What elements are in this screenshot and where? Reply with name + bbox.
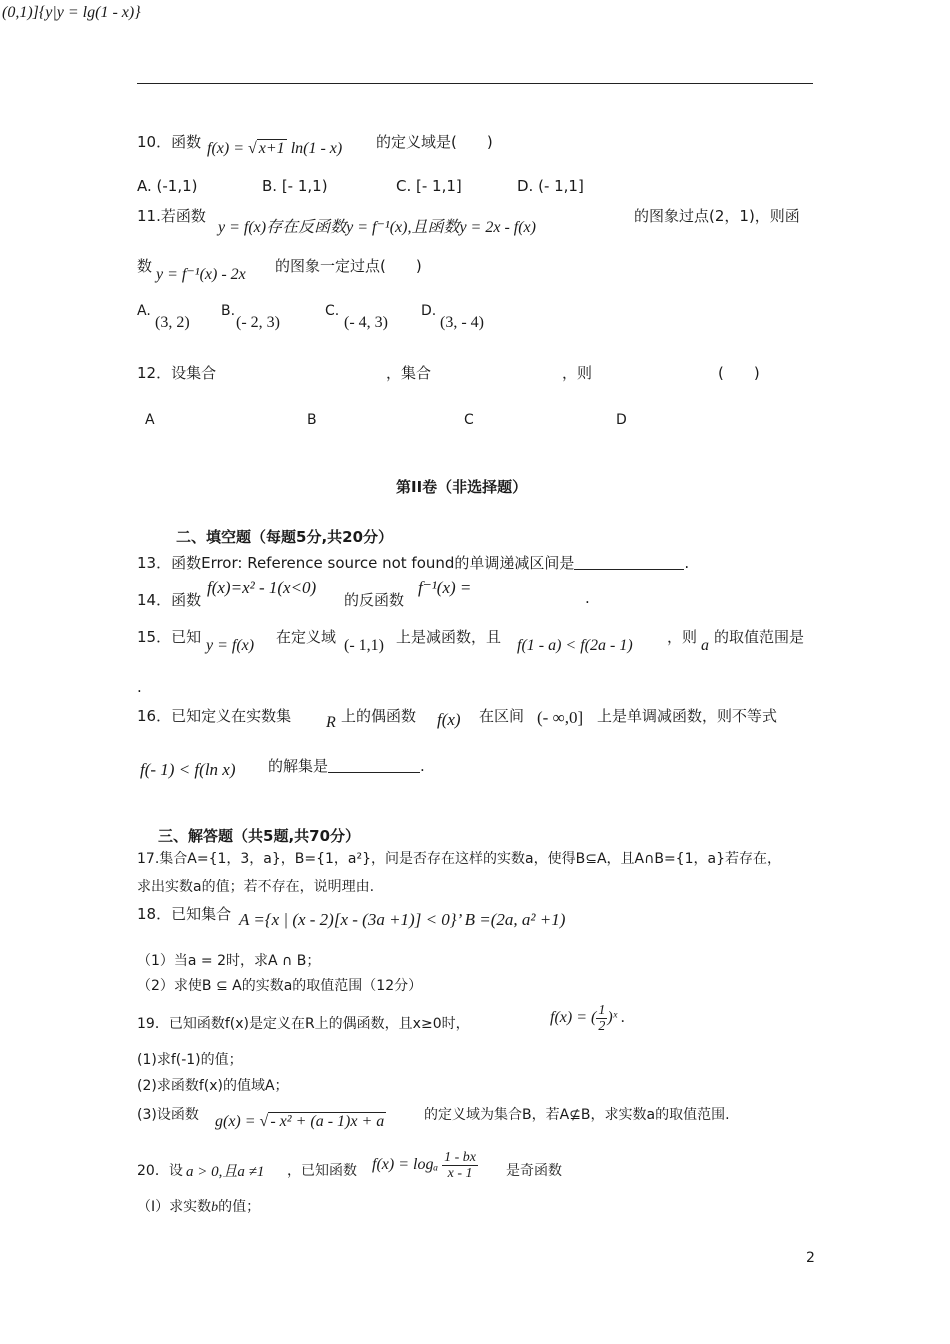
q20-sub1 — [137, 1196, 260, 1216]
q16-f2: f(x) — [437, 710, 461, 729]
q17-line2: 求出实数a的值；若不存在，说明理由. — [137, 879, 375, 895]
q10-formula-b: ln(1 - x) — [286, 140, 343, 157]
header-rule — [137, 83, 813, 84]
q16-f1: R — [326, 714, 336, 731]
q10-option-d: D. (- 1,1] — [517, 177, 584, 195]
header-fragment: (0,1)]{y|y = lg(1 - x)} — [2, 4, 141, 21]
fill-heading: 二、填空题（每题5分,共20分） — [176, 528, 394, 546]
q19-frac-den: 2 — [598, 1019, 606, 1034]
q14-formula2: f⁻¹(x) = — [418, 578, 472, 597]
q19-fraction — [596, 1003, 607, 1034]
q19-formula-lhs: f(x) = ( — [550, 1009, 597, 1027]
q19-frac-num: 1 — [598, 1003, 606, 1018]
q14-prefix: 14．函数 — [137, 591, 202, 609]
q20-sub1-var: b — [211, 1200, 219, 1215]
q19-formula-rhs: )ˣ . — [607, 1009, 626, 1027]
q15-t3: 上是减函数，且 — [396, 628, 502, 646]
q13-text: 13．函数Error: Reference source not found的单调递减区间是 — [137, 554, 575, 572]
page-number: 2 — [806, 1250, 815, 1266]
q20-suffix: 是奇函数 — [506, 1163, 562, 1179]
q15-f4: a — [701, 637, 709, 654]
q19-sub3-prefix: (3)设函数 — [137, 1107, 199, 1123]
q12-option-a: A — [145, 412, 155, 428]
q19-g-lhs: g(x) = √ — [215, 1113, 269, 1130]
q15-f1: y = f(x) — [206, 637, 255, 654]
q14-formula: f(x)=x² - 1(x<0) — [207, 578, 317, 597]
q11-option-a-letter: A. — [137, 303, 151, 319]
q15-f3: f(1 - a) < f(2a - 1) — [517, 637, 633, 654]
q13-end: . — [684, 554, 690, 572]
q20-sub1-prefix: （Ⅰ）求实数 — [137, 1199, 212, 1215]
q18-sub1: （1）当a = 2时，求A ∩ B； — [137, 953, 321, 969]
q15-f2: (- 1,1) — [344, 637, 384, 654]
q11-option-c-letter: C. — [325, 303, 340, 319]
section-title: 第II卷（非选择题） — [396, 478, 528, 496]
q20-middle: ，已知函数 — [287, 1163, 357, 1179]
q10-formula — [207, 140, 342, 158]
q13 — [137, 552, 689, 573]
q15-t5: 的取值范围是 — [714, 628, 805, 646]
q16-line2-text: 的解集是 — [268, 757, 329, 775]
q20-formula-lhs: f(x) = logₐ — [372, 1156, 439, 1174]
q19-sub3-suffix: 的定义域为集合B，若A⊈B，求实数a的取值范围. — [424, 1107, 730, 1123]
q20-prefix: 20．设 — [137, 1163, 183, 1179]
q15-prefix: 15．已知 — [137, 628, 202, 646]
q15-t2: 在定义域 — [276, 628, 337, 646]
q18-sub2: （2）求使B ⊆ A的实数a的取值范围（12分） — [137, 978, 423, 994]
q19-sub3-formula — [215, 1113, 386, 1131]
answer-heading: 三、解答题（共5题,共70分） — [158, 827, 361, 845]
q11-formula: y = f(x)存在反函数y = f⁻¹(x),且函数y = 2x - f(x) — [218, 219, 536, 236]
q17-line1: 17.集合A={1，3，a}，B={1，a²}，问是否存在这样的实数a，使得B⊆A，且A∩B={1，a}若存在， — [137, 851, 781, 867]
q18-formula: A ={x | (x - 2)[x - (3a +1)] < 0}’ B =(2a, a² +1) — [239, 910, 566, 929]
q20-frac-den: x - 1 — [447, 1166, 473, 1181]
q20-fraction — [442, 1150, 478, 1181]
q10-suffix: 的定义域是( ) — [376, 133, 493, 151]
q20-formula — [372, 1150, 478, 1181]
q14-middle: 的反函数 — [344, 591, 405, 609]
q12-part2: ，集合 — [386, 364, 432, 382]
q16-prefix: 16．已知定义在实数集 — [137, 707, 292, 725]
q11-option-d-value: (3, - 4) — [440, 314, 484, 331]
q16-t2: 上的偶函数 — [341, 707, 417, 725]
q16-f3: (- ∞,0] — [537, 708, 584, 727]
q10-stem — [137, 131, 201, 152]
q10-option-c: C. [- 1,1] — [396, 177, 462, 195]
q19-formula — [550, 1003, 625, 1034]
q11-line2-suffix: 的图象一定过点( ) — [275, 257, 422, 275]
q11-option-b-letter: B. — [221, 303, 236, 319]
q16-t3: 在区间 — [479, 707, 525, 725]
q11-prefix: 11.若函数 — [137, 207, 206, 225]
q12-paren: ( ) — [718, 364, 760, 382]
q12-part1: 12．设集合 — [137, 364, 217, 382]
q11-option-d-letter: D. — [421, 303, 437, 319]
q16-line2 — [268, 755, 425, 776]
q11-line2-prefix: 数 — [137, 257, 153, 275]
q19-line1: 19．已知函数f(x)是定义在R上的偶函数，且x≥0时， — [137, 1016, 470, 1032]
q20-frac-num: 1 - bx — [444, 1150, 477, 1165]
q11-option-b-value: (- 2, 3) — [236, 314, 280, 331]
q10-radicand: x+1 — [258, 140, 285, 157]
q20-cond: a > 0,且a ≠1 — [186, 1164, 265, 1180]
q11-suffix: 的图象过点(2，1)，则函 — [634, 207, 800, 225]
q19-sub1: (1)求f(-1)的值； — [137, 1052, 243, 1068]
q16-t4: 上是单调减函数，则不等式 — [597, 707, 778, 725]
q11-option-a-value: (3, 2) — [155, 314, 190, 331]
q10-option-b: B. [- 1,1) — [262, 177, 328, 195]
q19-sub2: (2)求函数f(x)的值域A； — [137, 1078, 289, 1094]
q12-option-d: D — [616, 412, 627, 428]
q16-line2-formula: f(- 1) < f(ln x) — [140, 760, 236, 779]
q12-option-b: B — [307, 412, 317, 428]
q16-end: . — [420, 757, 425, 775]
q15-t4: ，则 — [667, 628, 698, 646]
q11-line2-formula: y = f⁻¹(x) - 2x — [156, 266, 246, 283]
q12-part3: ，则 — [562, 364, 593, 382]
q15-end: . — [137, 678, 142, 696]
q20-sub1-suffix: 的值； — [218, 1199, 261, 1215]
q11-option-c-value: (- 4, 3) — [344, 314, 388, 331]
q12-option-c: C — [464, 412, 474, 428]
q10-formula-a: f(x) = √ — [207, 140, 257, 157]
q10-prefix: 10．函数 — [137, 133, 202, 151]
q18-prefix: 18．已知集合 — [137, 905, 232, 923]
q14-end: . — [585, 589, 590, 607]
q19-g-radicand: - x² + (a - 1)x + a — [270, 1113, 385, 1130]
q10-option-a: A. (-1,1) — [137, 177, 198, 195]
q16-answer-blank[interactable] — [328, 758, 420, 773]
q13-answer-blank[interactable] — [574, 555, 684, 570]
